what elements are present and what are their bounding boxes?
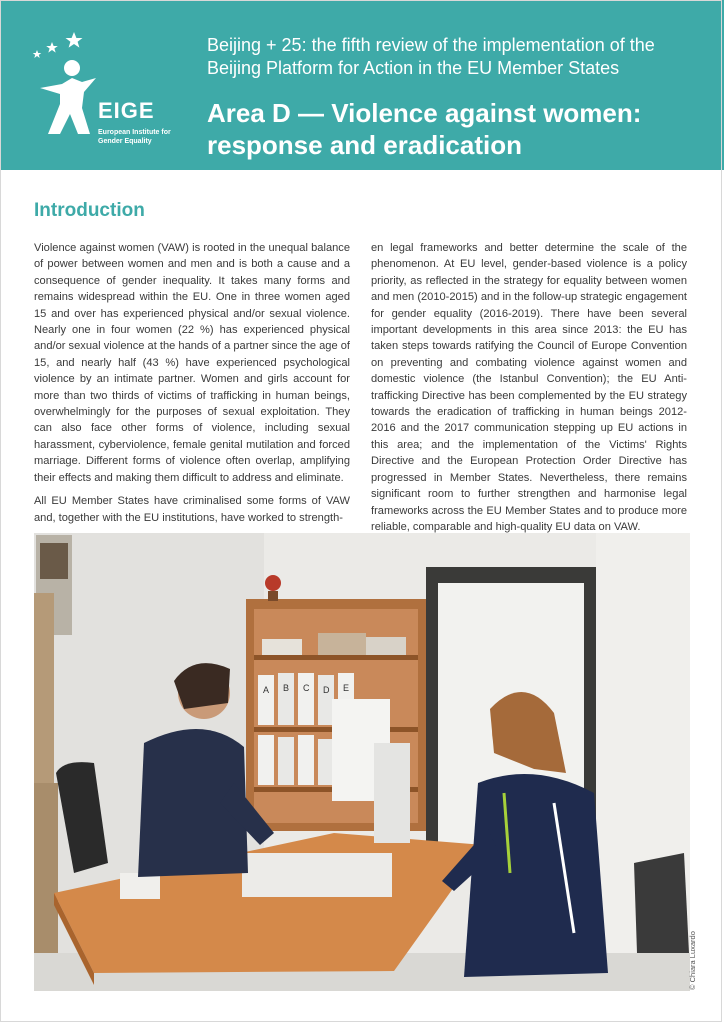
binder-label: A <box>263 685 270 695</box>
office-photo <box>34 533 690 991</box>
logo-subtitle: European Institute for Gender Equality <box>98 129 171 145</box>
binder-label: E <box>343 683 350 693</box>
section-heading-introduction: Introduction <box>34 200 145 221</box>
office-scene-illustration <box>34 533 690 991</box>
eige-logo <box>30 28 170 148</box>
logo-wordmark: EIGE <box>98 98 155 123</box>
paragraph: Violence against women (VAW) is rooted in the unequal balance of power between women and men and is both a cause and a consequence of gender inequality. It takes many forms and remains widespread within the EU. One in three women aged 15 and over has experienced physical and/or sexual violence. Nearly one in four women (22 %) has experienced physical and/or sexual violence at the hands of a partner since the age of 15, and nearly half (43 %) have experienced psychological violence by an intimate partner. Women and girls account for more than two thirds of victims of trafficking in human beings, overwhelmingly for the purposes of sexual exploitation. They can also face other forms of violence, including sexual harassment, cyberviolence, female genital mutilation and forced marriage. Different forms of violence often overlap, amplifying their effects and making them difficult to address and eliminate. <box>34 242 350 484</box>
binder-label: C <box>303 683 310 693</box>
paragraph: All EU Member States have criminalised some forms of VAW and, together with the EU institutions, have worked to strength- <box>34 495 350 524</box>
person-figure-icon <box>38 58 98 138</box>
text-column-right <box>371 240 687 542</box>
photo-credit: © Chiara Luxardo <box>688 931 697 990</box>
binder-label: D <box>323 685 330 695</box>
header-banner <box>0 0 724 170</box>
paragraph: en legal frameworks and better determine the scale of the phenomenon. At EU level, gender-based violence is a policy priority, as reflected in the strategy for equality between women and men (2010-2015) and in the follow-up strategic engagement for gender equality (2016-2019). There have been several important developments in this area since 2013: the EU has taken steps towards ratifying the Council of Europe Convention on preventing and combating violence against women and domestic violence (the Istanbul Convention); the EU Anti-trafficking Directive has been complemented by the EU strategy towards the eradication of trafficking in human beings 2012-2016 and the 2017 communication stepping up EU actions in this area; and the implementation of the Victims' Rights Directive and the European Protection Order Directive has progressed in Member States. Nevertheless, there remains significant room to further strengthen and harmonise legal frameworks across the EU Member States and to produce more reliable, comparable and high-quality EU data on VAW. <box>371 242 687 533</box>
text-column-left <box>34 240 350 533</box>
series-title: Beijing + 25: the fifth review of the implementation of the Beijing Platform for Action in the EU Member States <box>207 35 655 78</box>
page-title: Area D — Violence against women: response and eradication <box>207 98 642 160</box>
binder-label: B <box>283 683 290 693</box>
